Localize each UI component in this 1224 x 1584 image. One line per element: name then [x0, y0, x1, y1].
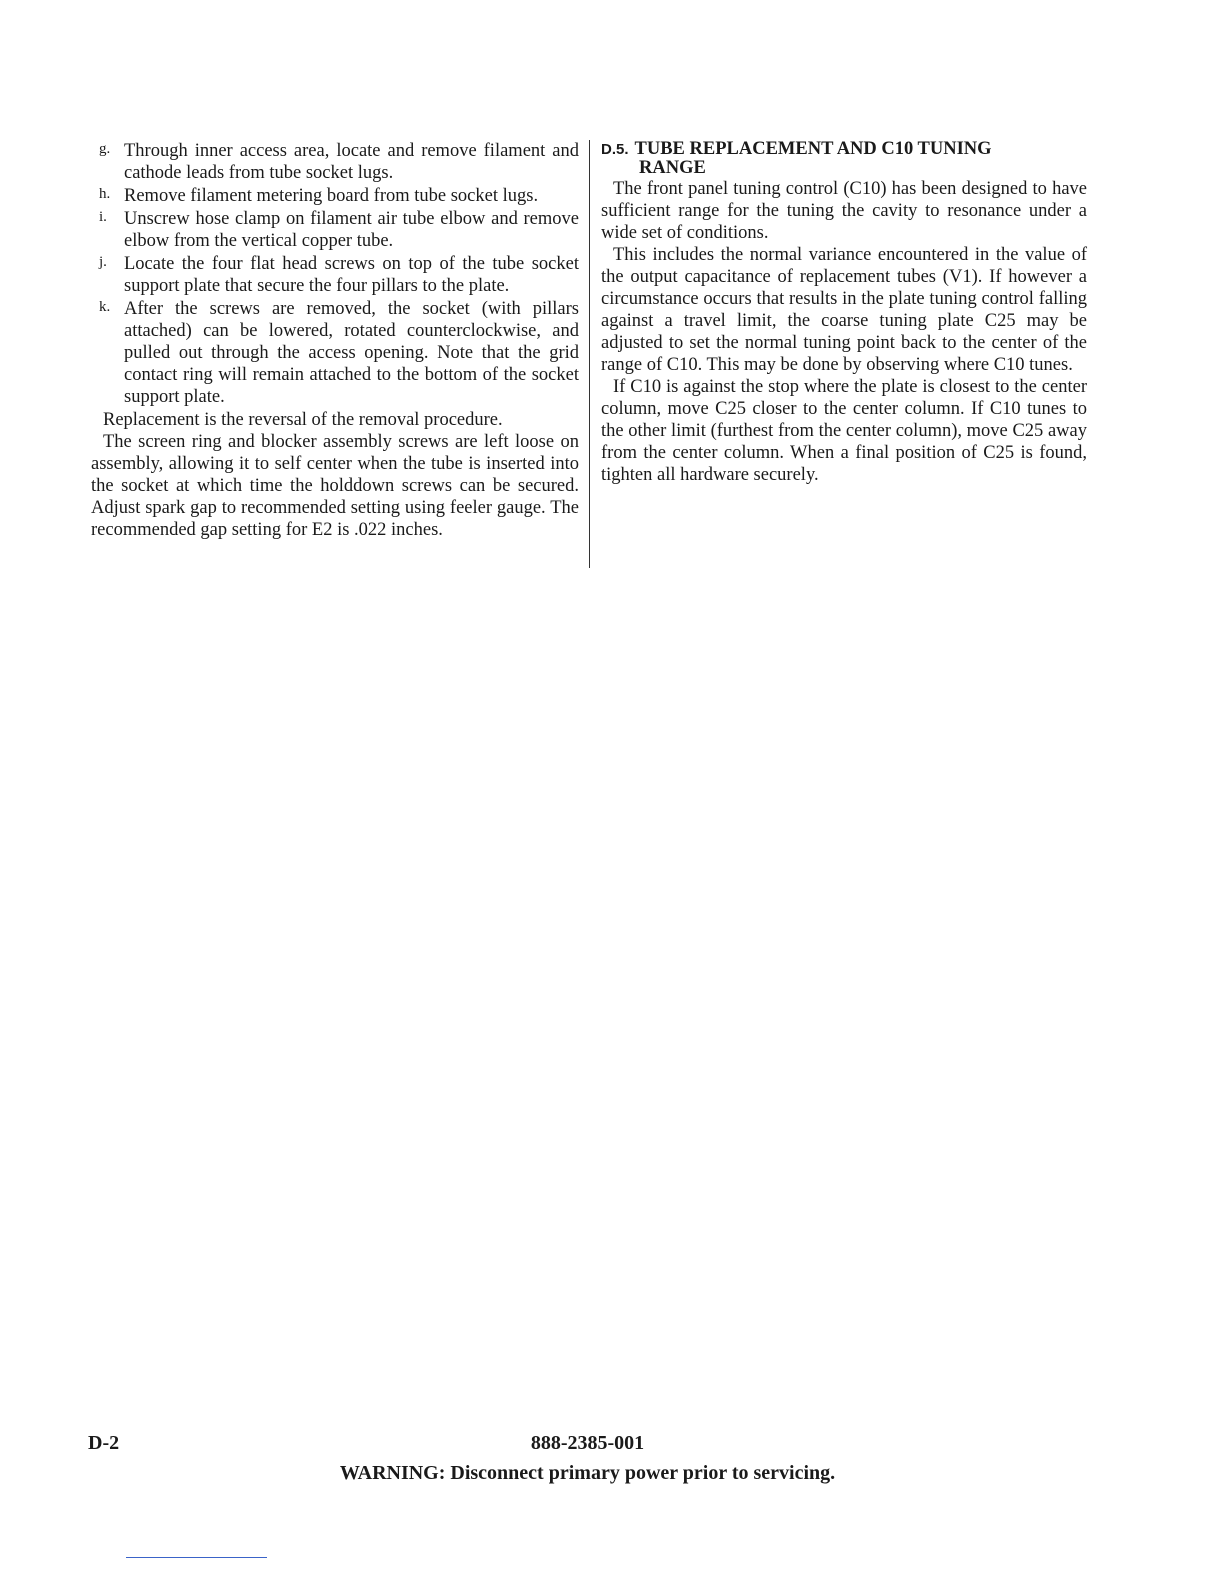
step-text: Through inner access area, locate and remove filament and cathode leads from tube socket lugs.: [124, 141, 579, 183]
warning-text: WARNING: Disconnect primary power prior to servicing.: [339, 1462, 836, 1484]
section-title-line2: RANGE: [639, 158, 706, 178]
step-j: [91, 253, 579, 297]
section-number: D.5.: [601, 141, 629, 158]
c25-adjust-paragraph: If C10 is against the stop where the plate is closest to the center column, move C25 closer to the center column. If C10 tunes to the other limit (furthest from the center column), move C25 away from the center column. When a final position of C25 is found, tighten all hardware securely.: [601, 377, 1087, 485]
step-text: After the screws are removed, the socket (with pillars attached) can be lowered, rotated counterclockwise, and pulled out through the access opening. Note that the grid contact ring will remain attached to the bottom of the socket support plate.: [124, 299, 579, 407]
section-title-line1: TUBE REPLACEMENT AND C10 TUNING: [634, 139, 992, 159]
step-k: [91, 298, 579, 408]
step-g: [91, 140, 579, 184]
step-letter: j.: [99, 254, 107, 270]
left-column: [91, 140, 579, 541]
step-letter: i.: [99, 209, 107, 225]
replacement-paragraph: Replacement is the reversal of the removal procedure.: [103, 410, 503, 430]
page-number: D-2: [88, 1432, 120, 1454]
step-text: Remove filament metering board from tube socket lugs.: [124, 186, 539, 206]
variance-paragraph: This includes the normal variance encountered in the value of the output capacitance of replacement tubes (V1). If however a circumstance occurs that results in the plate tuning control falling against a travel limit, the coarse tuning plate C25 may be adjusted to set the normal tuning point back to the center of the range of C10. This may be done by observing where C10 tunes.: [601, 245, 1087, 375]
step-h: [91, 185, 579, 207]
tuning-range-paragraph: The front panel tuning control (C10) has been designed to have sufficient range for the tuning the cavity to resonance under a wide set of conditions.: [601, 179, 1087, 243]
step-text: Locate the four flat head screws on top of the tube socket support plate that secure the four pillars to the plate.: [124, 254, 579, 296]
right-column: [601, 140, 1087, 486]
step-text: Unscrew hose clamp on filament air tube elbow and remove elbow from the vertical copper tube.: [124, 209, 579, 251]
document-number: 888-2385-001: [530, 1432, 645, 1454]
step-letter: k.: [99, 299, 111, 315]
step-letter: g.: [99, 141, 111, 157]
step-letter: h.: [99, 186, 111, 202]
step-i: [91, 208, 579, 252]
column-divider: [589, 140, 590, 568]
blue-rule: [126, 1557, 267, 1558]
screen-ring-paragraph: The screen ring and blocker assembly screws are left loose on assembly, allowing it to self center when the tube is inserted into the socket at which time the holddown screws can be secured. Adjust spark gap to recommended setting using feeler gauge. The recommended gap setting for E2 is .022 inches.: [91, 432, 579, 540]
section-heading: [601, 140, 1087, 178]
